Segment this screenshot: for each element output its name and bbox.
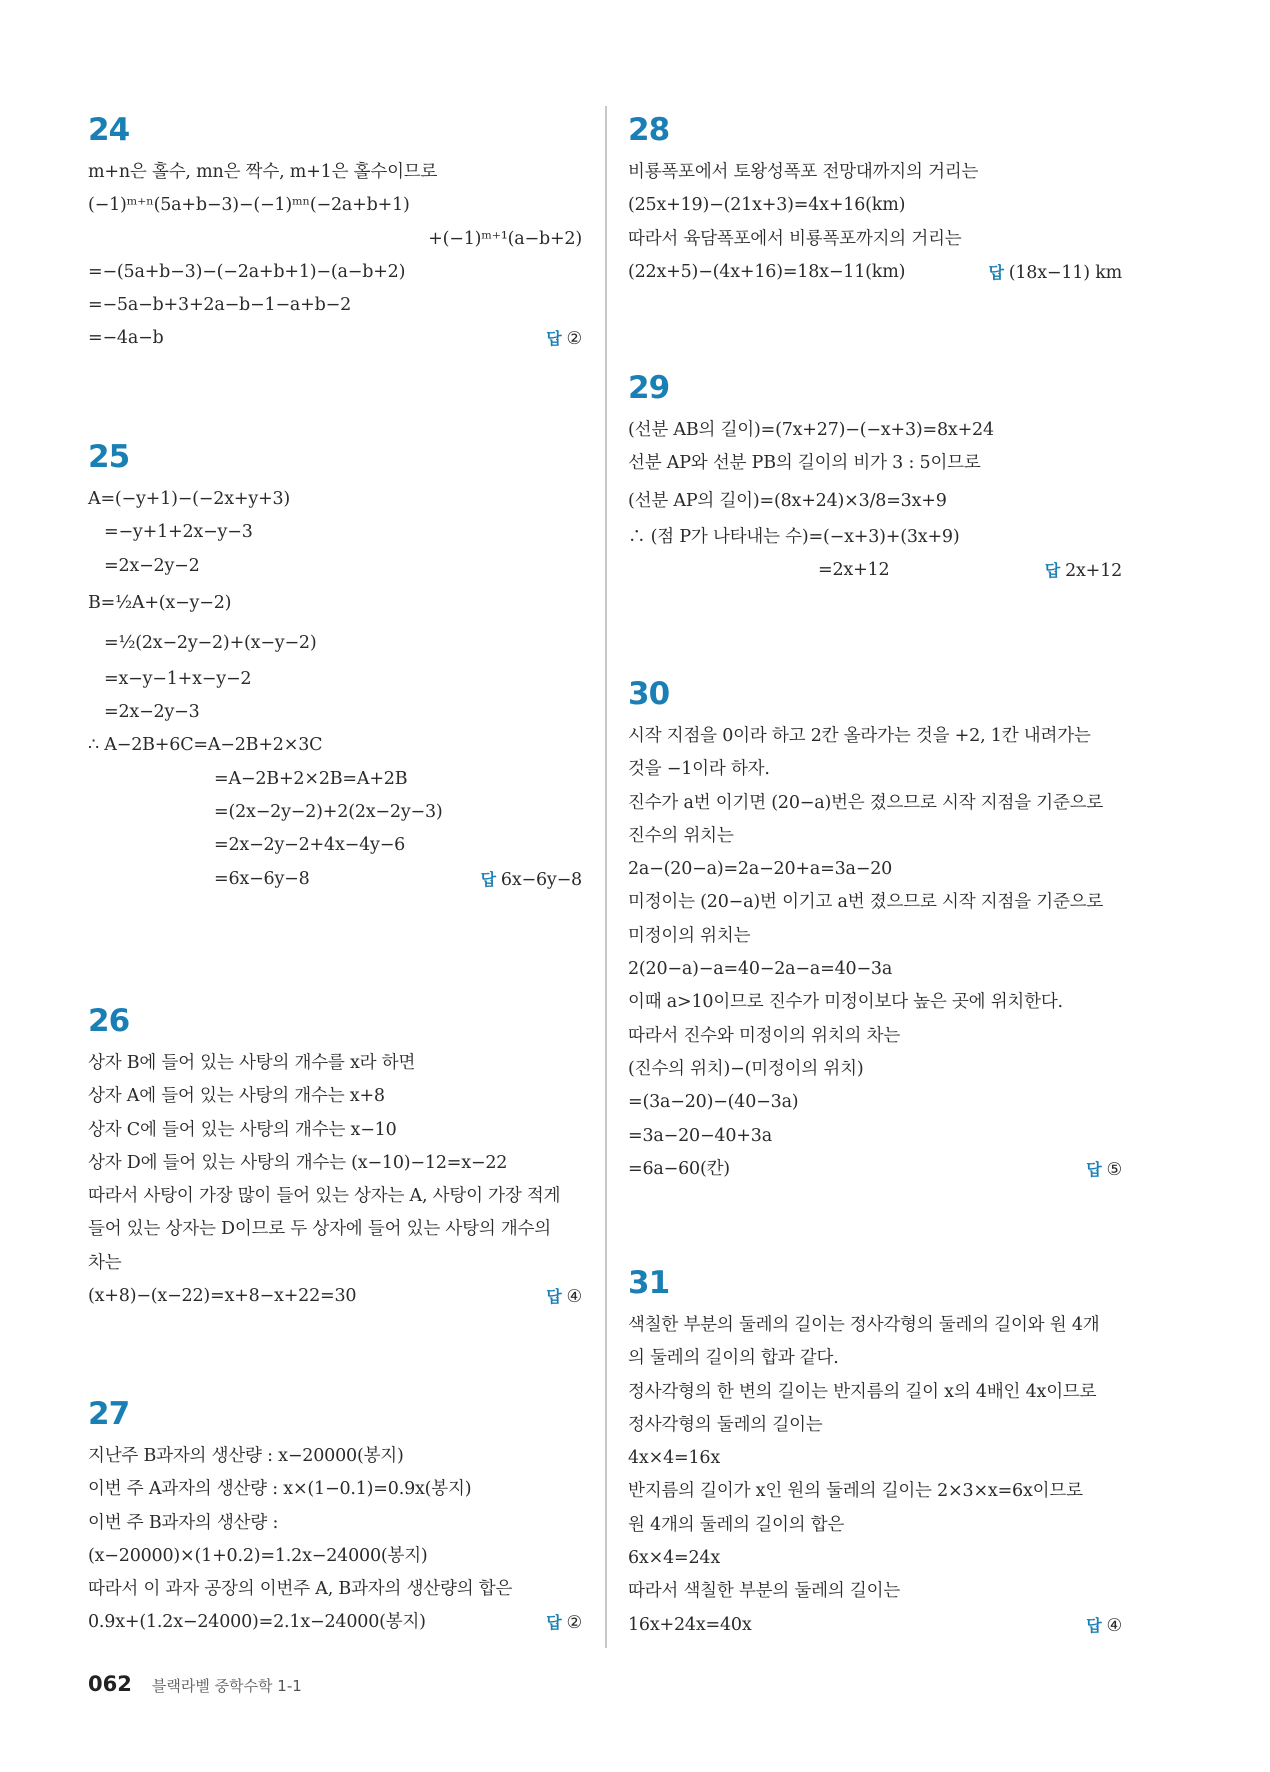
answer-value: ④ — [1106, 1615, 1122, 1636]
solution-line: ∴ (점 P가 나타내는 수)=(−x+3)+(3x+9) — [628, 526, 960, 547]
solution-line-with-answer — [88, 1606, 582, 1639]
solution-line: 따라서 이 과자 공장의 이번주 A, B과자의 생산량의 합은 — [88, 1579, 513, 1600]
problem-number: 28 — [628, 112, 670, 148]
answer — [546, 1280, 582, 1314]
answer-value: ② — [566, 1613, 582, 1634]
solution-line: m+n은 홀수, mn은 짝수, m+1은 홀수이므로 — [88, 162, 438, 182]
answer — [1045, 554, 1122, 588]
solution-line-with-answer — [628, 554, 1122, 587]
answer-label: 답 — [546, 1287, 562, 1307]
solution-line: A=(−y+1)−(−2x+y+3) — [88, 489, 291, 509]
solution-line: 색칠한 부분의 둘레의 길이는 정사각형의 둘레의 길이와 원 4개 — [628, 1315, 1100, 1335]
solution-line: 6x×4=24x — [628, 1548, 721, 1569]
book-title: 블랙라벨 중학수학 1-1 — [151, 1677, 302, 1695]
problem-number: 30 — [628, 676, 670, 712]
solution-line: 들어 있는 상자는 D이므로 두 상자에 들어 있는 사탕의 개수의 — [88, 1219, 552, 1240]
solution-line: 의 둘레의 길이의 합과 같다. — [628, 1348, 839, 1369]
solution-line: (x−20000)×(1+0.2)=1.2x−24000(봉지) — [88, 1545, 428, 1566]
answer-label: 답 — [1086, 1159, 1102, 1179]
page-footer — [88, 1672, 302, 1696]
solution-line: (선분 AB의 길이)=(7x+27)−(−x+3)=8x+24 — [628, 420, 994, 440]
answer — [988, 256, 1122, 290]
answer — [546, 322, 582, 356]
column-divider — [605, 106, 607, 1648]
solution-line: =(2x−2y−2)+2(2x−2y−3) — [214, 802, 443, 823]
answer — [546, 1606, 582, 1640]
solution-line: 2(20−a)−a=40−2a−a=40−3a — [628, 959, 893, 980]
answer-value: 2x+12 — [1065, 560, 1122, 581]
problem-number: 27 — [88, 1396, 130, 1432]
problem-26 — [88, 1001, 582, 1313]
solution-line: 미정이는 (20−a)번 이기고 a번 졌으므로 시작 지점을 기준으로 — [628, 892, 1104, 913]
answer-value: 6x−6y−8 — [500, 869, 582, 890]
solution-line: 이때 a>10이므로 진수가 미정이보다 높은 곳에 위치한다. — [628, 992, 1063, 1013]
solution-line: 진수가 a번 이기면 (20−a)번은 졌으므로 시작 지점을 기준으로 — [628, 792, 1104, 813]
problem-27 — [88, 1394, 582, 1640]
solution-line-with-answer — [88, 1280, 582, 1313]
solution-line: 차는 — [88, 1252, 122, 1273]
solution-line: 따라서 진수와 미정이의 위치의 차는 — [628, 1025, 901, 1046]
solution-line: 4x×4=16x — [628, 1448, 721, 1469]
solution-line: =−(5a+b−3)−(−2a+b+1)−(a−b+2) — [88, 261, 406, 282]
problem-31 — [628, 1263, 1122, 1642]
answer-label: 답 — [546, 329, 562, 349]
solution-line: 이번 주 A과자의 생산량 : x×(1−0.1)=0.9x(봉지) — [88, 1479, 472, 1500]
answer-label: 답 — [480, 869, 496, 889]
page-number: 062 — [88, 1672, 132, 1696]
solution-line: =x−y−1+x−y−2 — [104, 668, 252, 689]
answer-value: ⑤ — [1106, 1159, 1122, 1180]
answer-label: 답 — [988, 262, 1004, 282]
solution-line: (25x+19)−(21x+3)=4x+16(km) — [628, 195, 906, 216]
answer-label: 답 — [546, 1613, 562, 1633]
solution-line: 이번 주 B과자의 생산량 : — [88, 1512, 279, 1533]
problem-29 — [628, 368, 1122, 587]
solution-text: 16x+24x=40x — [628, 1614, 752, 1635]
solution-line: (선분 AP의 길이)=(8x+24)×3/8=3x+9 — [628, 490, 947, 511]
solution-line: =2x−2y−2+4x−4y−6 — [214, 835, 406, 856]
solution-line: =(3a−20)−(40−3a) — [628, 1092, 799, 1113]
solution-line: 상자 B에 들어 있는 사탕의 개수를 x라 하면 — [88, 1053, 416, 1073]
solution-text: =6x−6y−8 — [214, 868, 310, 889]
problem-28 — [628, 110, 1122, 289]
solution-line: 따라서 색칠한 부분의 둘레의 길이는 — [628, 1581, 901, 1602]
solution-line: 비룡폭포에서 토왕성폭포 전망대까지의 거리는 — [628, 162, 979, 182]
answer-value: (18x−11) km — [1008, 262, 1122, 283]
solution-line-with-answer — [88, 863, 582, 896]
problem-24 — [88, 110, 582, 356]
solution-line: 상자 C에 들어 있는 사탕의 개수는 x−10 — [88, 1119, 397, 1140]
solution-line-with-answer — [628, 1609, 1122, 1642]
solution-line: =−y+1+2x−y−3 — [104, 522, 253, 543]
answer — [1086, 1153, 1122, 1187]
solution-line: 따라서 육담폭포에서 비룡폭포까지의 거리는 — [628, 228, 962, 249]
solution-text: =−4a−b — [88, 328, 164, 349]
solution-text: =2x+12 — [818, 559, 890, 580]
solution-line-with-answer — [628, 1153, 1122, 1186]
solution-line: (진수의 위치)−(미정이의 위치) — [628, 1058, 864, 1079]
solution-text: (22x+5)−(4x+16)=18x−11(km) — [628, 261, 906, 282]
solution-line-with-answer — [88, 322, 582, 355]
problem-25 — [88, 437, 582, 896]
solution-line-with-answer — [628, 256, 1122, 289]
solution-line: ∴ A−2B+6C=A−2B+2×3C — [88, 735, 323, 756]
solution-line: 것을 −1이라 하자. — [628, 759, 770, 780]
solution-line: 지난주 B과자의 생산량 : x−20000(봉지) — [88, 1446, 404, 1466]
solution-line: =½(2x−2y−2)+(x−y−2) — [104, 632, 317, 653]
solution-line: 따라서 사탕이 가장 많이 들어 있는 상자는 A, 사탕이 가장 적게 — [88, 1186, 561, 1207]
answer-label: 답 — [1086, 1615, 1102, 1635]
solution-line: =2x−2y−2 — [104, 555, 200, 576]
solution-text: 0.9x+(1.2x−24000)=2.1x−24000(봉지) — [88, 1612, 426, 1633]
answer-value: ④ — [566, 1287, 582, 1308]
solution-line: 원 4개의 둘레의 길이의 합은 — [628, 1514, 845, 1535]
solution-text: (x+8)−(x−22)=x+8−x+22=30 — [88, 1286, 357, 1307]
solution-text: =6a−60(칸) — [628, 1158, 730, 1179]
answer — [481, 863, 582, 897]
solution-line: 정사각형의 둘레의 길이는 — [628, 1414, 823, 1435]
solution-line: 미정이의 위치는 — [628, 925, 751, 946]
problem-number: 26 — [88, 1003, 130, 1039]
answer-value: ② — [566, 329, 582, 350]
problem-number: 24 — [88, 112, 130, 148]
solution-line: 진수의 위치는 — [628, 825, 734, 846]
problem-30 — [628, 674, 1122, 1186]
solution-line: 선분 AP와 선분 PB의 길이의 비가 3 : 5이므로 — [628, 453, 981, 474]
solution-line: 상자 D에 들어 있는 사탕의 개수는 (x−10)−12=x−22 — [88, 1152, 508, 1173]
solution-line: 시작 지점을 0이라 하고 2칸 올라가는 것을 +2, 1칸 내려가는 — [628, 726, 1091, 746]
problem-number: 29 — [628, 370, 670, 406]
solution-line: 2a−(20−a)=2a−20+a=3a−20 — [628, 859, 893, 880]
solution-line: 상자 A에 들어 있는 사탕의 개수는 x+8 — [88, 1086, 385, 1107]
problem-number: 31 — [628, 1265, 670, 1301]
solution-line: =−5a−b+3+2a−b−1−a+b−2 — [88, 295, 352, 316]
solution-line: B=½A+(x−y−2) — [88, 592, 232, 613]
problem-number: 25 — [88, 439, 130, 475]
solution-line: 정사각형의 한 변의 길이는 반지름의 길이 x의 4배인 4x이므로 — [628, 1381, 1097, 1402]
solution-line: =2x−2y−3 — [104, 702, 200, 723]
answer — [1086, 1609, 1122, 1643]
solution-line: +(−1)ᵐ⁺¹(a−b+2) — [428, 228, 582, 249]
solution-line: (−1)ᵐ⁺ⁿ(5a+b−3)−(−1)ᵐⁿ(−2a+b+1) — [88, 195, 410, 216]
solution-line: =3a−20−40+3a — [628, 1125, 772, 1146]
solution-line: 반지름의 길이가 x인 원의 둘레의 길이는 2×3×x=6x이므로 — [628, 1481, 1083, 1502]
solution-line: =A−2B+2×2B=A+2B — [214, 768, 408, 789]
answer-label: 답 — [1044, 560, 1061, 580]
